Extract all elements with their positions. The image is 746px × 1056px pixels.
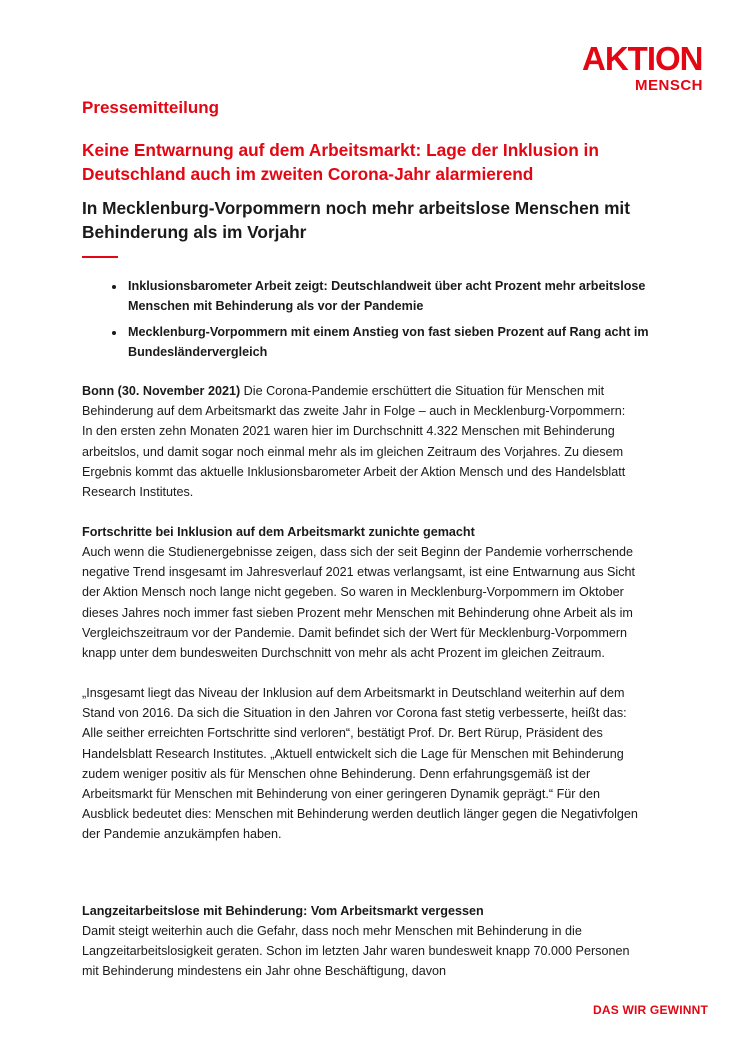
section-heading: Langzeitarbeitslose mit Behinderung: Vom Arbeitsmarkt vergessen [82, 904, 484, 918]
key-points-list [104, 276, 666, 368]
section-paragraph: Auch wenn die Studienergebnisse zeigen, dass sich der seit Beginn der Pandemie vorherrschende negative Trend insgesamt im Jahresverlauf 2021 etwas verlangsamt, ist eine Entwarnung aus Sicht der Aktion Mensch noch lange nicht gegeben. So waren in Mecklenburg-Vorpommern im Oktober dieses Jahres noch immer fast sieben Prozent mehr Menschen mit Behinderung ohne Arbeit als im Vergleichszeitraum vor der Pandemie. Damit befindet sich der Wert für Mecklenburg-Vorpommern knapp unter dem bundesweiten Durchschnitt von mehr als acht Prozent im gleichen Zeitraum. [82, 545, 636, 661]
intro-text: Die Corona-Pandemie erschüttert die Situation für Menschen mit Behinderung auf dem Arbeitsmarkt das zweite Jahr in Folge – auch in Mecklenburg-Vorpommern: In den ersten zehn Monaten 2021 waren hier im Durchschnitt 4.322 Menschen mit Behinderung arbeitslos, und damit sogar noch einmal mehr als im gleichen Zeitraum des Vorjahres. Zu diesem Ergebnis kommt das aktuelle Inklusionsbarometer Arbeit der Aktion Mensch und des Handelsblatt Research Institutes. [82, 384, 626, 500]
dateline: Bonn (30. November 2021) [82, 384, 241, 398]
document-type-label: Pressemitteilung [82, 98, 219, 117]
section-heading: Fortschritte bei Inklusion auf dem Arbeitsmarkt zunichte gemacht [82, 525, 475, 539]
section-paragraph: Damit steigt weiterhin auch die Gefahr, dass noch mehr Menschen mit Behinderung in die Langzeitarbeitslosigkeit geraten. Schon im letzten Jahr waren bundesweit knapp 70.000 Personen mit Behinderung mindestens ein Jahr ohne Beschäftigung, davon [82, 924, 630, 979]
logo-word-mensch: MENSCH [635, 77, 704, 94]
key-point: • Inklusionsbarometer Arbeit zeigt: Deutschlandweit über acht Prozent mehr arbeitslose Menschen mit Behinderung als vor der Pandemie [126, 276, 666, 316]
red-divider [82, 256, 118, 258]
footer-slogan: DAS WIR GEWINNT [593, 1003, 708, 1017]
aktion-mensch-logo [580, 38, 710, 96]
logo-word-aktion: AKTION [582, 40, 703, 77]
intro-paragraph [82, 381, 638, 502]
key-point: • Mecklenburg-Vorpommern mit einem Anstieg von fast sieben Prozent auf Rang acht im Bundesländervergleich [126, 322, 666, 362]
subheadline: In Mecklenburg-Vorpommern noch mehr arbeitslose Menschen mit Behinderung als im Vorjahr [82, 198, 630, 242]
quote-paragraph: „Insgesamt liegt das Niveau der Inklusion auf dem Arbeitsmarkt in Deutschland weiterhin auf dem Stand von 2016. Da sich die Situation in den Jahren vor Corona fast stetig verbesserte, heißt das: Alle seither erreichten Fortschritte sind verloren“, bestätigt Prof. Dr. Bert Rürup, Präsident des Handelsblatt Research Institutes. „Aktuell entwickelt sich die Lage für Menschen mit Behinderung zudem weniger positiv als für Menschen ohne Behinderung. Denn erfahrungsgemäß ist der Arbeitsmarkt für Menschen mit Behinderung von einer geringeren Dynamik geprägt.“ Für den Ausblick bedeutet dies: Menschen mit Behinderung werden deutlich länger gegen die Negativfolgen der Pandemie anzukämpfen haben. [82, 686, 638, 842]
headline: Keine Entwarnung auf dem Arbeitsmarkt: Lage der Inklusion in Deutschland auch im zweiten Corona-Jahr alarmierend [82, 140, 599, 184]
